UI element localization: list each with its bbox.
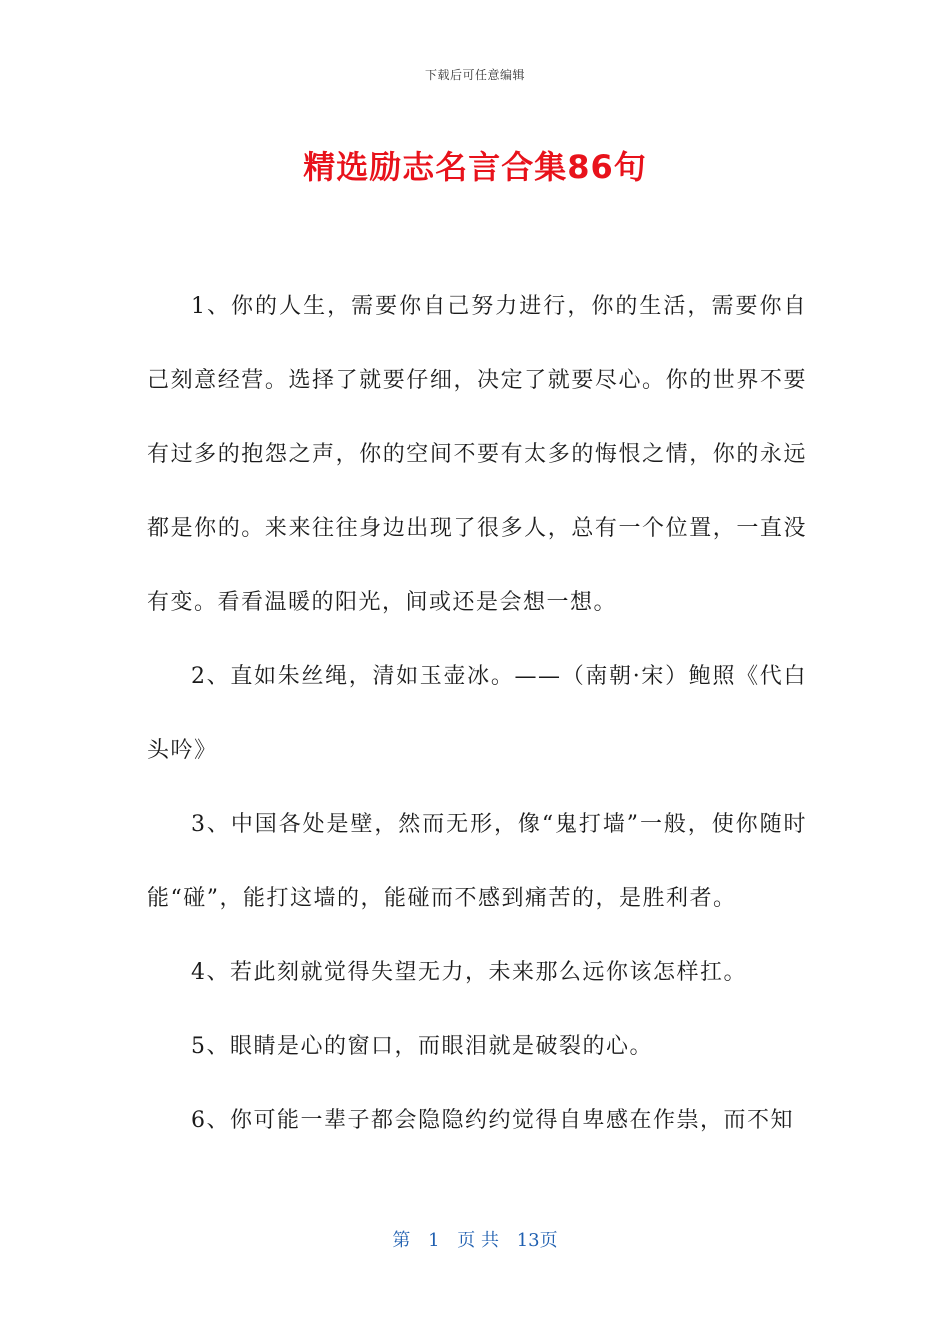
document-title: 精选励志名言合集86句: [303, 148, 647, 186]
page-number: 1: [428, 1230, 440, 1251]
page-middle: 页 共: [457, 1230, 499, 1251]
paragraph-1: 1、你的人生，需要你自己努力进行，你的生活，需要你自己刻意经营。选择了就要仔细，决定了就要尽心。你的世界不要有过多的抱怨之声，你的空间不要有太多的悔恨之情，你的永远都是你的。来来往往身边出现了很多人，总有一个位置，一直没有变。看看温暖的阳光，间或还是会想一想。: [147, 294, 807, 615]
document-body: [147, 270, 807, 1158]
paragraph-4: 4、若此刻就觉得失望无力，未来那么远你该怎样扛。: [191, 960, 747, 985]
total-pages: 13页: [516, 1230, 558, 1251]
paragraph-3: 3、中国各处是壁，然而无形，像“鬼打墙”一般，使你随时能“碰”，能打这墙的，能碰而不感到痛苦的，是胜利者。: [147, 812, 807, 911]
page-footer: [0, 1226, 950, 1252]
header-note: 下载后可任意编辑: [424, 68, 525, 82]
paragraph-6: 6、你可能一辈子都会隐隐约约觉得自卑感在作祟，而不知: [191, 1108, 794, 1133]
paragraph-2: 2、直如朱丝绳，清如玉壶冰。——（南朝·宋）鲍照《代白头吟》: [147, 664, 807, 763]
paragraph-5: 5、眼睛是心的窗口，而眼泪就是破裂的心。: [191, 1034, 653, 1059]
page-prefix: 第: [392, 1230, 411, 1251]
